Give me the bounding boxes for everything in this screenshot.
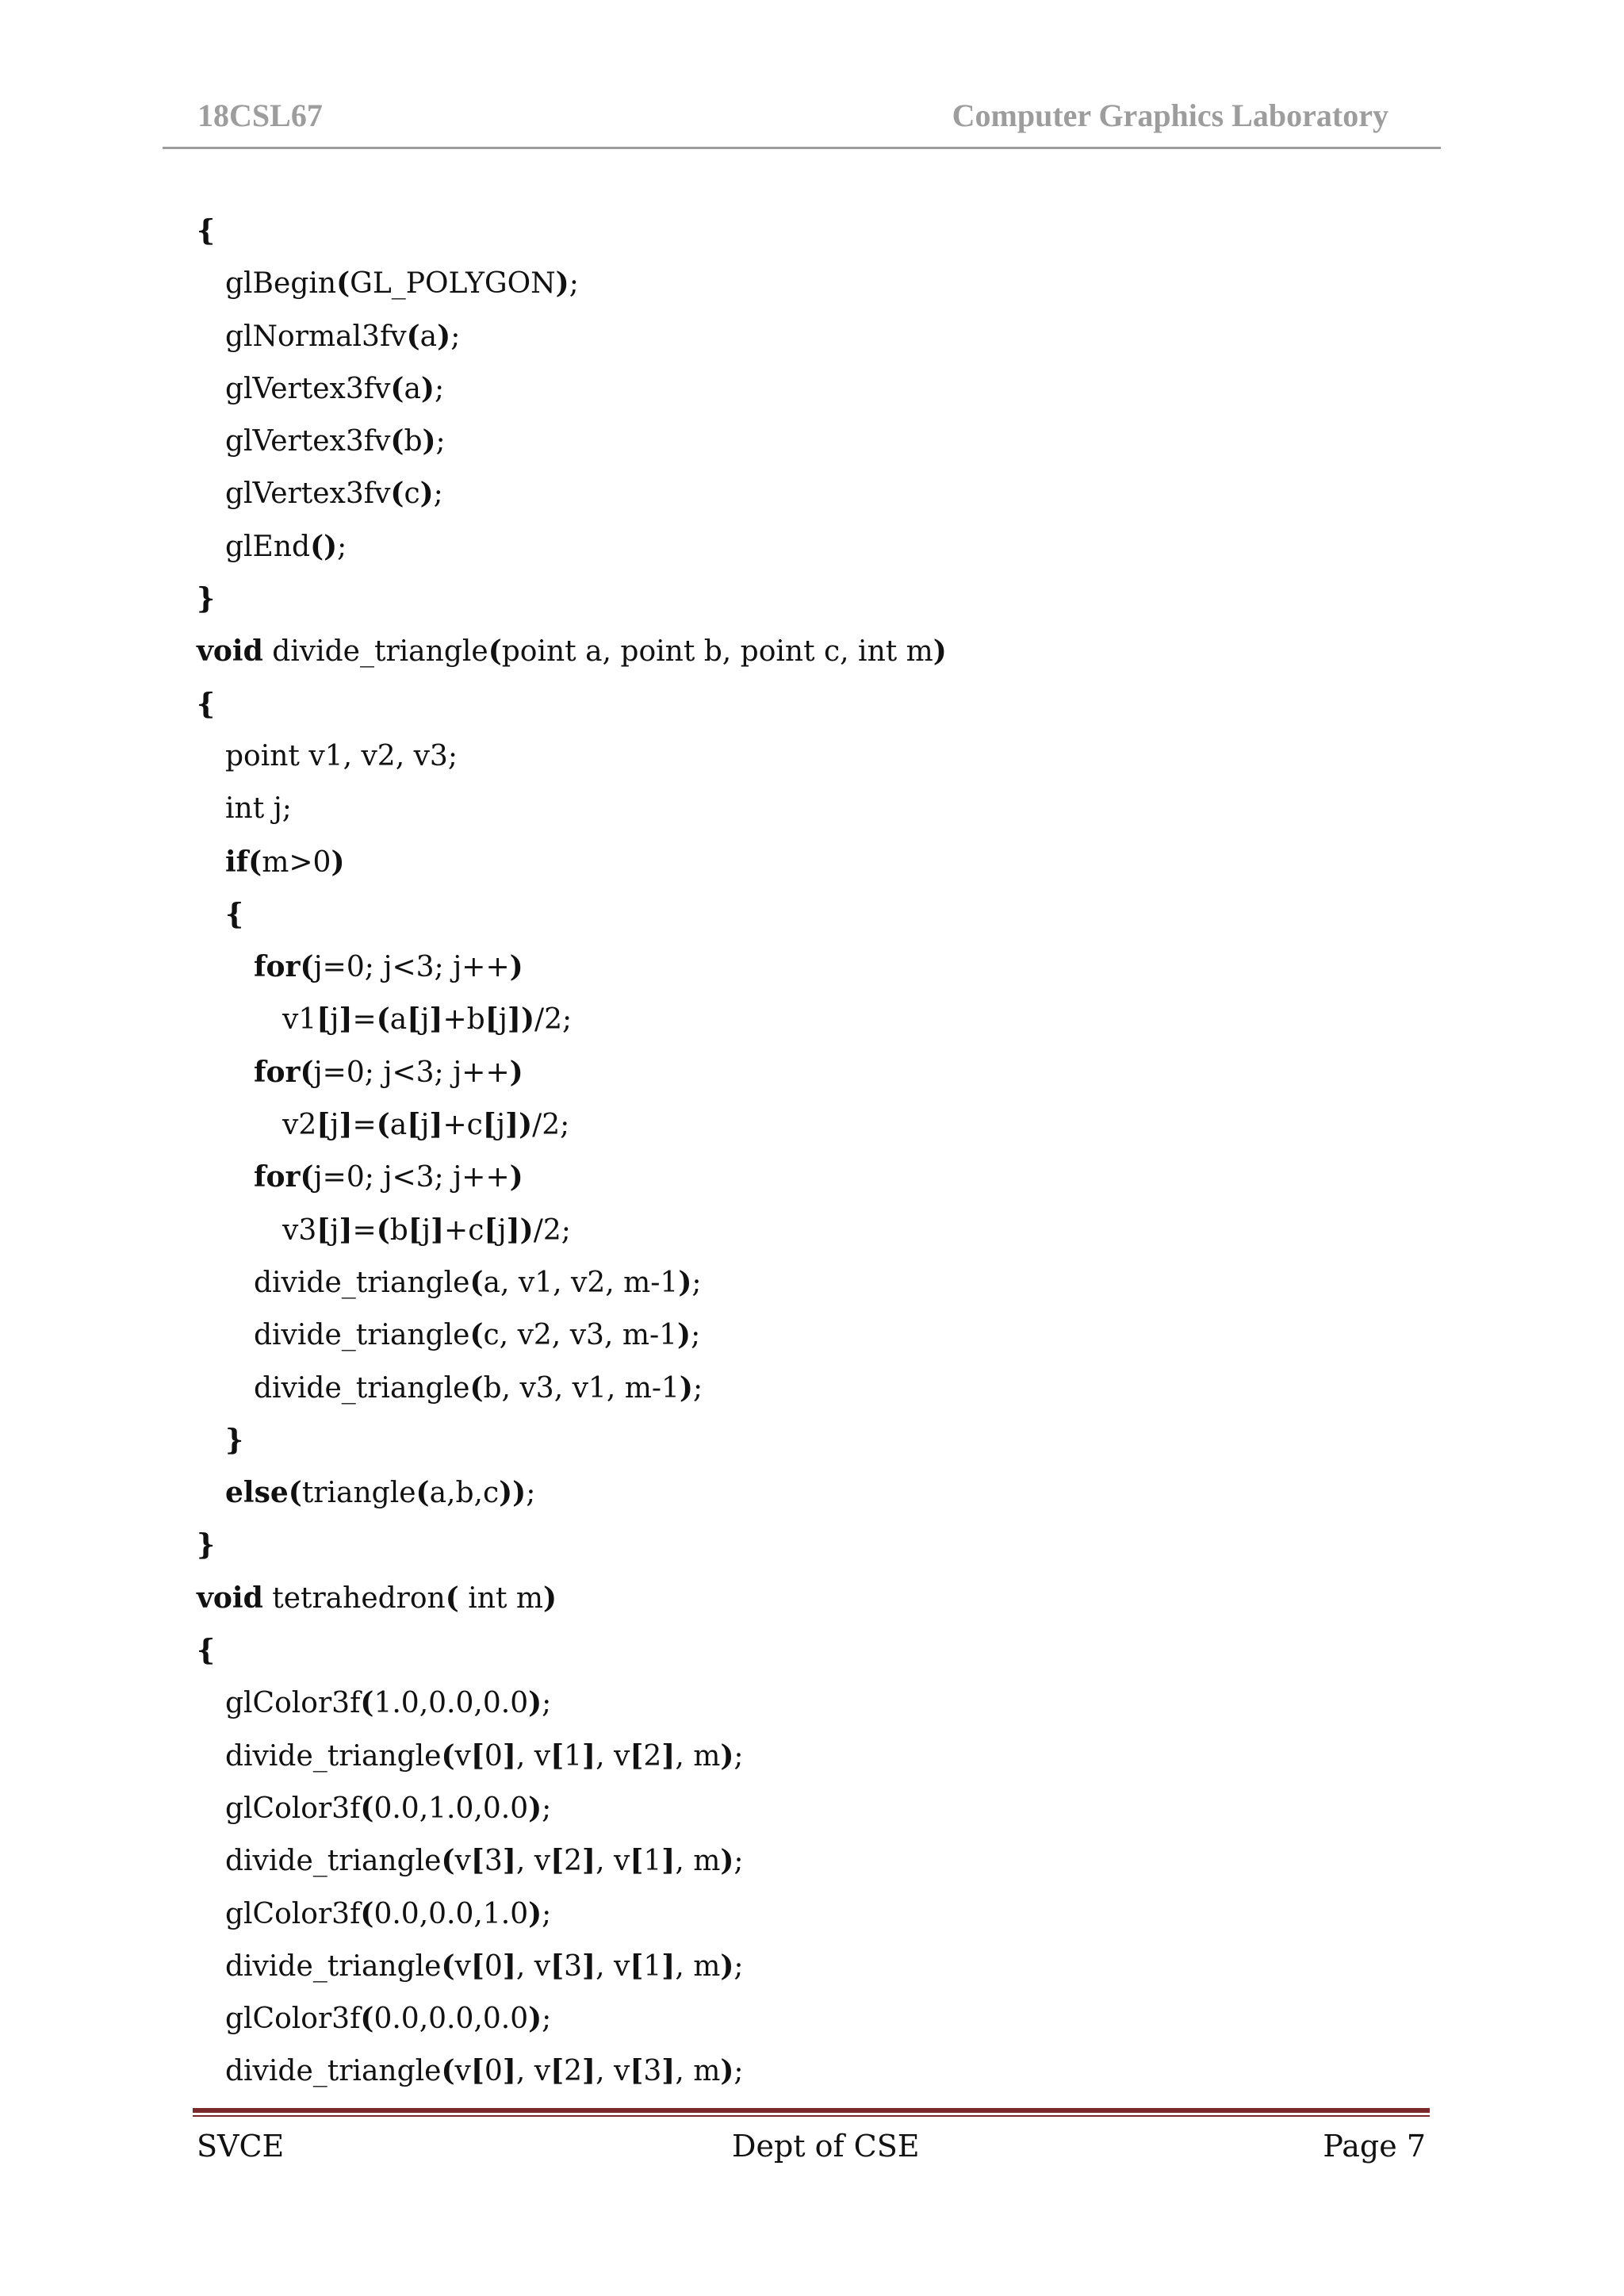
code-line: divide_triangle(b, v3, v1, m-1); <box>254 1370 703 1405</box>
code-line: glColor3f(0.0,0.0,1.0); <box>225 1896 552 1930</box>
course-code: 18CSL67 <box>197 98 323 133</box>
code-line: divide_triangle(v[0], v[2], v[3], m); <box>225 2054 744 2088</box>
code-line: } <box>197 1528 216 1562</box>
code-line: { <box>197 687 216 721</box>
code-line: glBegin(GL_POLYGON); <box>225 266 579 301</box>
code-line: for(j=0; j<3; j++) <box>254 950 523 984</box>
code-line: void divide_triangle(point a, point b, point c, int m) <box>197 634 947 669</box>
code-line: divide_triangle(a, v1, v2, m-1); <box>254 1265 702 1299</box>
code-line: { <box>225 897 244 931</box>
code-line: v1[j]=(a[j]+b[j])/2; <box>282 1002 573 1037</box>
code-line: glColor3f(0.0,0.0,0.0); <box>225 2002 552 2036</box>
code-line: { <box>197 214 216 247</box>
page-footer <box>197 2122 1426 2170</box>
code-line: glEnd(); <box>225 529 347 563</box>
footer-rule-thick <box>193 2108 1430 2113</box>
code-line: glVertex3fv(b); <box>225 424 446 458</box>
page-header <box>163 71 1441 149</box>
code-line: divide_triangle(v[0], v[3], v[1], m); <box>225 1949 744 1983</box>
code-line: divide_triangle(v[3], v[2], v[1], m); <box>225 1844 744 1878</box>
code-line: } <box>197 582 216 616</box>
code-line: glVertex3fv(c); <box>225 477 443 511</box>
code-line: divide_triangle(v[0], v[1], v[2], m); <box>225 1738 744 1773</box>
footer-institution: SVCE <box>197 2129 285 2164</box>
footer-rule <box>193 2108 1430 2117</box>
code-line: divide_triangle(c, v2, v3, m-1); <box>254 1318 701 1352</box>
code-line: for(j=0; j<3; j++) <box>254 1055 523 1089</box>
code-line: glColor3f(1.0,0.0,0.0); <box>225 1686 552 1720</box>
lab-title: Computer Graphics Laboratory <box>952 98 1388 133</box>
code-listing <box>197 205 1426 2098</box>
code-line: v2[j]=(a[j]+c[j])/2; <box>282 1108 570 1142</box>
code-line: else(triangle(a,b,c)); <box>225 1476 536 1510</box>
footer-department: Dept of CSE <box>732 2129 920 2164</box>
code-line: void tetrahedron( int m) <box>197 1581 557 1615</box>
code-line: int j; <box>225 792 292 826</box>
code-line: glColor3f(0.0,1.0,0.0); <box>225 1791 552 1825</box>
code-line: for(j=0; j<3; j++) <box>254 1160 523 1194</box>
footer-rule-thin <box>193 2115 1430 2117</box>
code-line: glVertex3fv(a); <box>225 371 445 405</box>
code-line: glNormal3fv(a); <box>225 319 461 353</box>
code-line: { <box>197 1634 216 1668</box>
code-line: v3[j]=(b[j]+c[j])/2; <box>282 1213 571 1247</box>
footer-page-number: Page 7 <box>1323 2129 1426 2164</box>
code-line: } <box>225 1423 244 1457</box>
code-line: point v1, v2, v3; <box>225 739 458 772</box>
code-line: if(m>0) <box>225 845 345 879</box>
